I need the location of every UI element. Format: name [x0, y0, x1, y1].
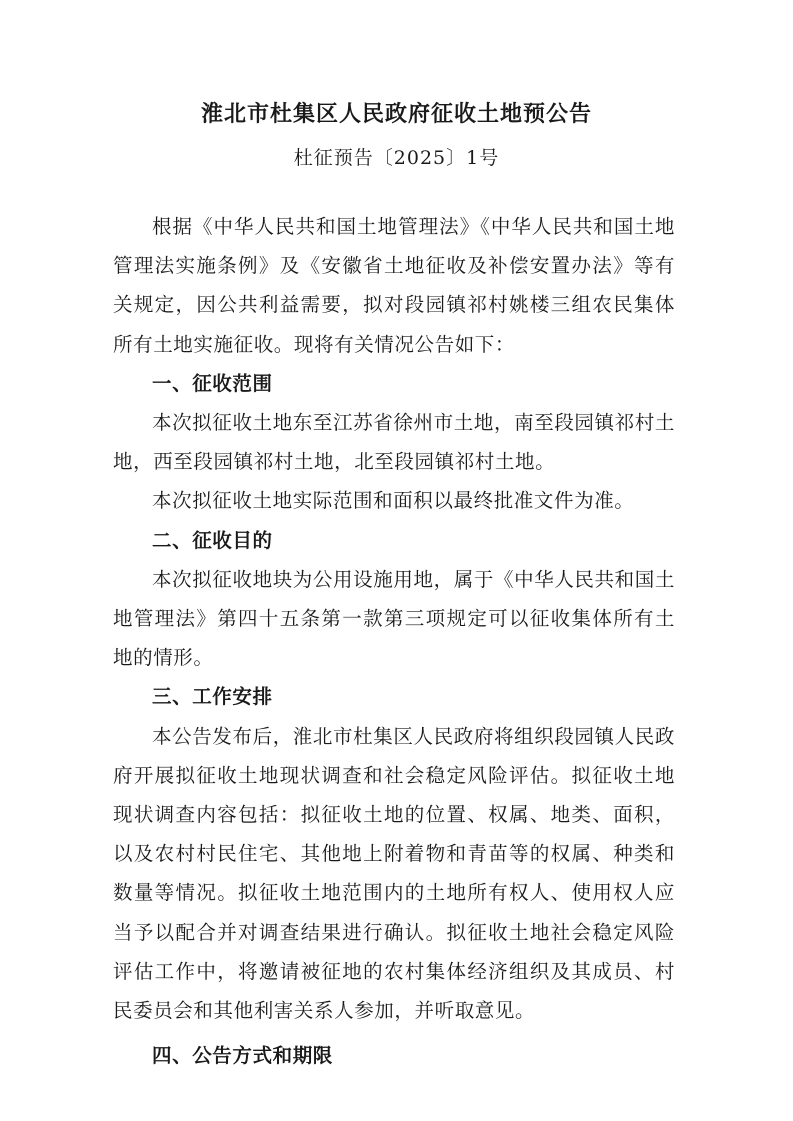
scope-paragraph-1: 本次拟征收土地东至江苏省徐州市土地，南至段园镇祁村土地，西至段园镇祁村土地，北至段园镇祁村土地。 [113, 411, 675, 474]
intro-paragraph: 根据《中华人民共和国土地管理法》《中华人民共和国土地管理法实施条例》及《安徽省土地征收及补偿安置办法》等有关规定，因公共利益需要，拟对段园镇祁村姚楼三组农民集体所有土地实施征收。现将有关情况公告如下： [113, 215, 675, 356]
section-heading-notice-method: 四、公告方式和期限 [152, 1044, 333, 1068]
section-heading-arrangement: 三、工作安排 [152, 685, 273, 709]
section-heading-scope: 一、征收范围 [152, 371, 273, 395]
purpose-paragraph: 本次拟征收地块为公用设施用地，属于《中华人民共和国土地管理法》第四十五条第一款第三项规定可以征收集体所有土地的情形。 [113, 567, 675, 670]
page-title: 淮北市杜集区人民政府征收土地预公告 [200, 102, 592, 127]
document-number: 杜征预告〔2025〕1号 [293, 147, 500, 169]
section-heading-purpose: 二、征收目的 [152, 528, 273, 552]
arrangement-paragraph: 本公告发布后，淮北市杜集区人民政府将组织段园镇人民政府开展拟征收土地现状调查和社会稳定风险评估。拟征收土地现状调查内容包括：拟征收土地的位置、权属、地类、面积，以及农村村民住宅、其他地上附着物和青苗等的权属、种类和数量等情况。拟征收土地范围内的土地所有权人、使用权人应当予以配合并对调查结果进行确认。拟征收土地社会稳定风险评估工作中，将邀请被征地的农村集体经济组织及其成员、村民委员会和其他利害关系人参加，并听取意见。 [113, 724, 675, 1023]
document-body [113, 207, 675, 1075]
scope-paragraph-2: 本次拟征收土地实际范围和面积以最终批准文件为准。 [152, 489, 635, 513]
